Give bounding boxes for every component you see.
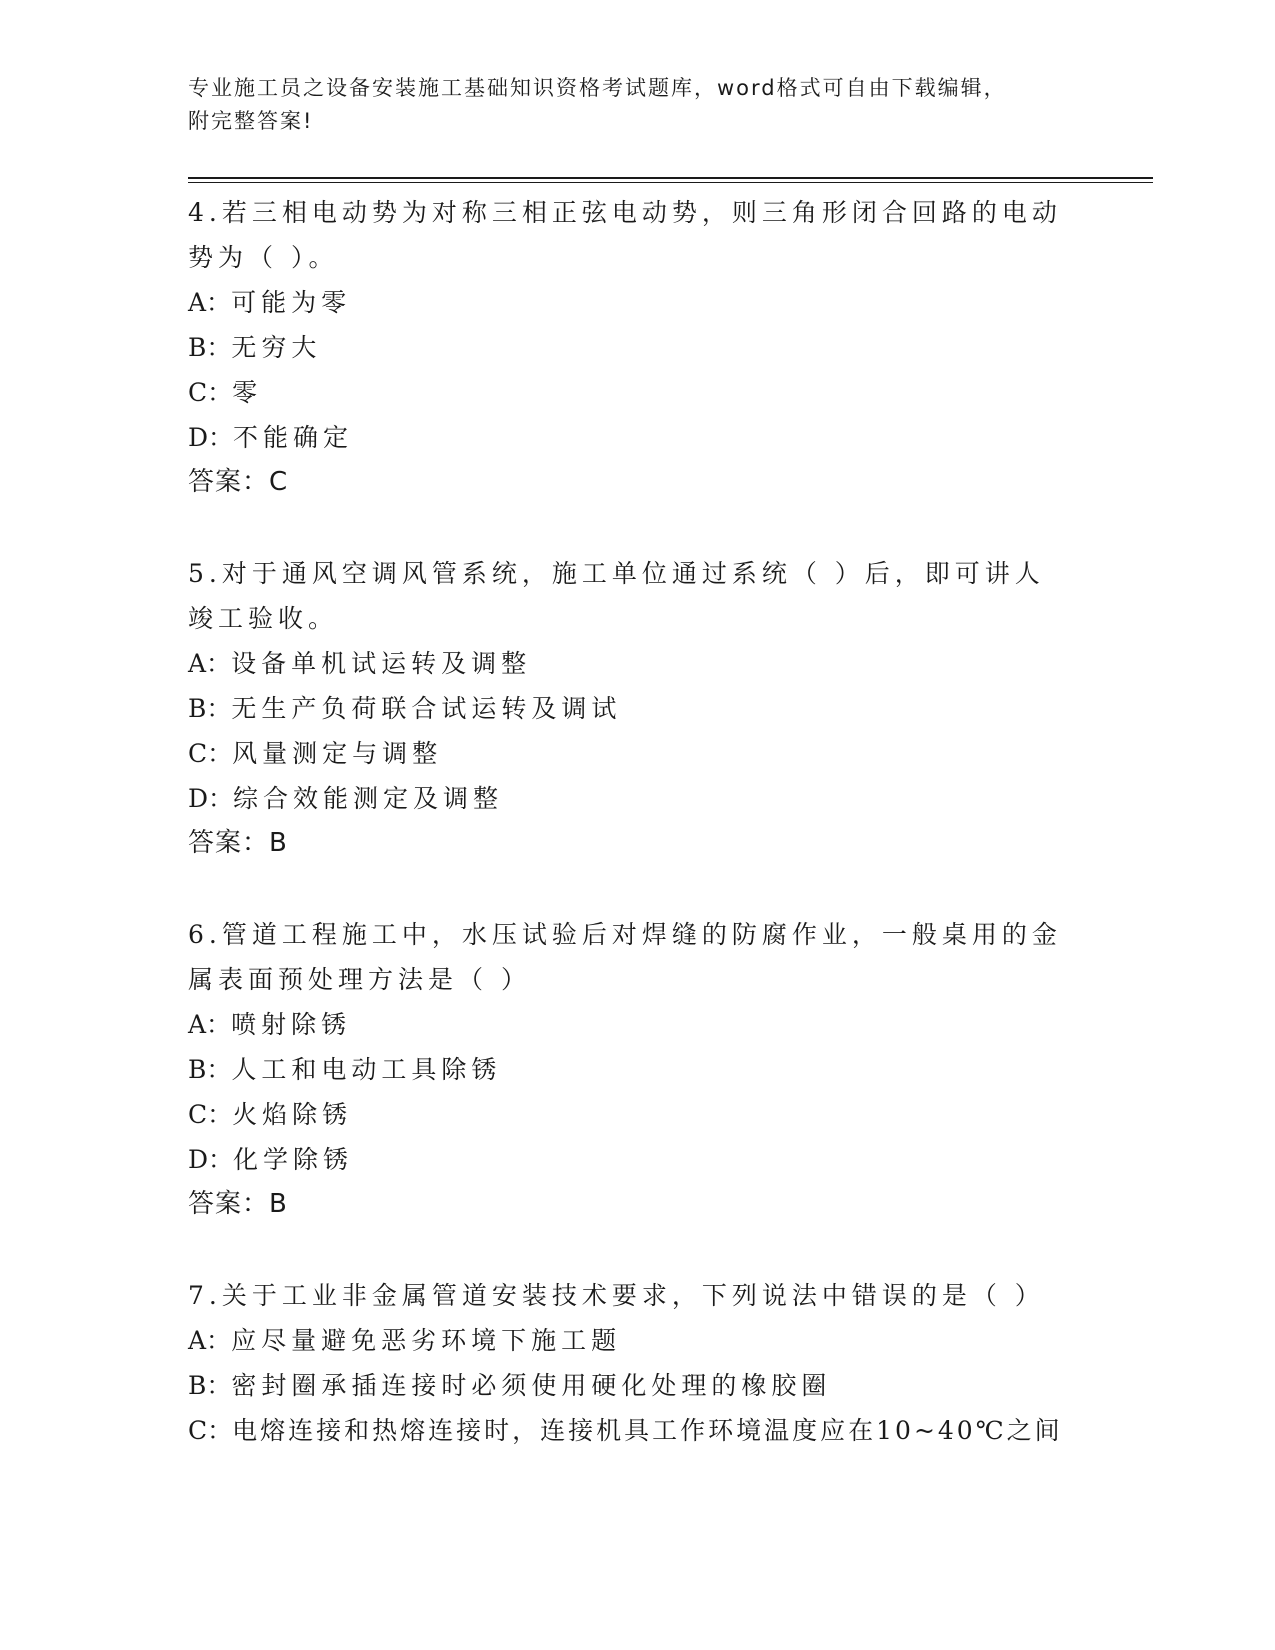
question-stem: 7.关于工业非金属管道安装技术要求，下列说法中错误的是（ ） xyxy=(188,1281,1045,1310)
option-b xyxy=(188,1047,1068,1092)
option-text: 喷射除锈 xyxy=(231,1010,352,1039)
question-7 xyxy=(188,1273,1068,1453)
header-line-1: 专业施工员之设备安装施工基础知识资格考试题库，word格式可自由下载编辑， xyxy=(188,76,1007,100)
option-text: 电熔连接和热熔连接时，连接机具工作环境温度应在10~40℃之间 xyxy=(232,1416,1063,1445)
option-text: 不能确定 xyxy=(233,423,354,452)
option-a xyxy=(188,1318,1068,1363)
question-4 xyxy=(188,190,1068,505)
header-divider-top xyxy=(188,177,1153,179)
option-text: 应尽量避免恶劣环境下施工题 xyxy=(231,1326,622,1355)
question-stem: 6.管道工程施工中，水压试验后对焊缝的防腐作业，一般桌用的金属表面预处理方法是（ ） xyxy=(188,920,1062,994)
document-header xyxy=(188,72,1068,138)
option-a xyxy=(188,280,1068,325)
option-key: B： xyxy=(188,1055,232,1084)
option-d xyxy=(188,776,1068,821)
option-b xyxy=(188,686,1068,731)
option-text: 人工和电动工具除锈 xyxy=(231,1055,502,1084)
option-key: A： xyxy=(188,649,232,678)
option-c xyxy=(188,370,1068,415)
option-key: A： xyxy=(188,288,232,317)
option-c xyxy=(188,731,1068,776)
header-divider-bottom xyxy=(188,182,1153,183)
option-text: 可能为零 xyxy=(231,288,352,317)
option-d xyxy=(188,415,1068,460)
option-text: 火焰除锈 xyxy=(232,1100,353,1129)
option-text: 设备单机试运转及调整 xyxy=(231,649,532,678)
question-list xyxy=(188,190,1068,1453)
option-b xyxy=(188,325,1068,370)
question-stem: 5.对于通风空调风管系统，施工单位通过系统（ ）后，即可讲人竣工验收。 xyxy=(188,559,1045,633)
option-a xyxy=(188,1002,1068,1047)
option-d xyxy=(188,1137,1068,1182)
answer-line: 答案：B xyxy=(188,828,288,858)
option-key: D： xyxy=(188,784,234,813)
option-key: A： xyxy=(188,1010,232,1039)
question-stem: 4.若三相电动势为对称三相正弦电动势，则三角形闭合回路的电动势为（ ）。 xyxy=(188,198,1062,272)
option-text: 化学除锈 xyxy=(233,1145,354,1174)
option-key: B： xyxy=(188,1371,232,1400)
option-a xyxy=(188,641,1068,686)
option-key: B： xyxy=(188,333,232,362)
question-5 xyxy=(188,551,1068,866)
option-text: 风量测定与调整 xyxy=(232,739,443,768)
option-text: 密封圈承插连接时必须使用硬化处理的橡胶圈 xyxy=(231,1371,832,1400)
option-key: A： xyxy=(188,1326,232,1355)
option-key: C： xyxy=(188,378,233,407)
option-c xyxy=(188,1092,1068,1137)
option-key: C： xyxy=(188,1416,233,1445)
option-key: B： xyxy=(188,694,232,723)
option-text: 零 xyxy=(232,378,263,407)
option-text: 无生产负荷联合试运转及调试 xyxy=(231,694,622,723)
option-key: C： xyxy=(188,739,233,768)
option-key: D： xyxy=(188,1145,234,1174)
answer-line: 答案：C xyxy=(188,467,289,497)
answer-line: 答案：B xyxy=(188,1189,288,1219)
option-text: 无穷大 xyxy=(231,333,322,362)
header-line-2: 附完整答案! xyxy=(188,109,314,133)
option-c xyxy=(188,1408,1068,1453)
option-text: 综合效能测定及调整 xyxy=(233,784,504,813)
question-6 xyxy=(188,912,1068,1227)
option-b xyxy=(188,1363,1068,1408)
option-key: D： xyxy=(188,423,234,452)
option-key: C： xyxy=(188,1100,233,1129)
